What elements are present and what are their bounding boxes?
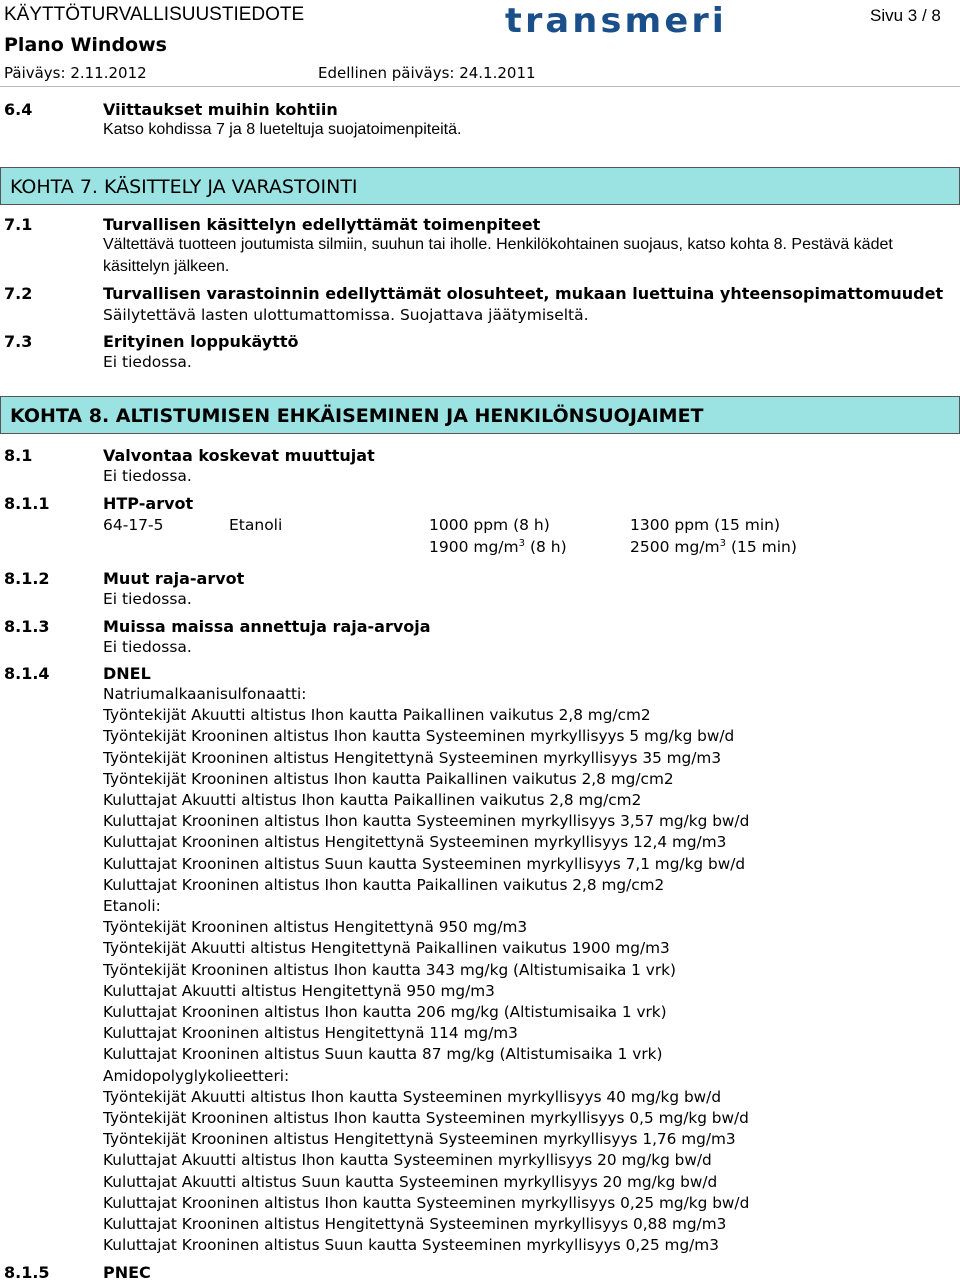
subsection-text-8-1-3: Ei tiedossa.	[103, 638, 192, 656]
dnel-line: Etanoli:	[103, 897, 161, 915]
section-number-7-3: 7.3	[4, 332, 33, 351]
section-number-8-1-1: 8.1.1	[4, 494, 50, 513]
dnel-line: Työntekijät Krooninen altistus Hengitettynä Systeeminen myrkyllisyys 1,76 mg/m3	[103, 1130, 736, 1149]
subsection-title-8-1-5: PNEC	[103, 1263, 151, 1282]
htp-substance: Etanoli	[229, 516, 283, 534]
htp-value-15min-mgm3: 2500 $mg/m^3$ (15 min)	[630, 538, 797, 556]
section-7-title: KOHTA 7. KÄSITTELY JA VARASTOINTI	[10, 176, 358, 198]
dnel-line: Työntekijät Krooninen altistus Ihon kautta Paikallinen vaikutus 2,8 mg/cm2	[103, 769, 674, 788]
subsection-title-7-1: Turvallisen käsittelyn edellyttämät toimenpiteet	[103, 215, 541, 234]
dnel-line: Kuluttajat Krooninen altistus Hengitettynä Systeeminen myrkyllisyys 0,88 mg/m3	[103, 1215, 727, 1233]
dnel-line: Työntekijät Krooninen altistus Ihon kautta 343 mg/kg (Altistumisaika 1 vrk)	[103, 960, 676, 979]
section-number-8-1-4: 8.1.4	[4, 664, 50, 683]
dnel-line: Kuluttajat Krooninen altistus Ihon kautta 206 mg/kg (Altistumisaika 1 vrk)	[103, 1003, 667, 1021]
dnel-line: Työntekijät Akuutti altistus Ihon kautta Systeeminen myrkyllisyys 40 mg/kg bw/d	[103, 1087, 722, 1106]
subsection-title-7-2: Turvallisen varastoinnin edellyttämät olosuhteet, mukaan luettuina yhteensopimattomuudet	[103, 284, 944, 303]
dnel-line: Työntekijät Krooninen altistus Ihon kautta Systeeminen myrkyllisyys 5 mg/kg bw/d	[103, 727, 735, 746]
section-number-7-2: 7.2	[4, 284, 33, 303]
htp-value-15min-ppm: 1300 ppm (15 min)	[630, 516, 781, 534]
section-number-8-1-3: 8.1.3	[4, 617, 50, 636]
previous-date: Edellinen päiväys: 24.1.2011	[318, 64, 536, 82]
dnel-line: Työntekijät Krooninen altistus Hengitettynä 950 mg/m3	[103, 918, 528, 937]
section-number-8-1-2: 8.1.2	[4, 569, 50, 588]
subsection-text-6-4: Katso kohdissa 7 ja 8 lueteltuja suojatoimenpiteitä.	[103, 121, 462, 138]
product-name: Plano Windows	[4, 34, 167, 56]
dnel-line: Kuluttajat Krooninen altistus Ihon kautta Paikallinen vaikutus 2,8 mg/cm2	[103, 875, 665, 894]
section-8-header	[0, 396, 960, 434]
dnel-line: Kuluttajat Krooninen altistus Ihon kautta Systeeminen myrkyllisyys 0,25 mg/kg bw/d	[103, 1193, 750, 1212]
subsection-title-8-1-2: Muut raja-arvot	[103, 569, 245, 588]
dnel-line: Kuluttajat Krooninen altistus Suun kautta 87 mg/kg (Altistumisaika 1 vrk)	[103, 1045, 663, 1064]
subsection-text-8-1: Ei tiedossa.	[103, 467, 192, 485]
dnel-line: Työntekijät Krooninen altistus Ihon kautta Systeeminen myrkyllisyys 0,5 mg/kg bw/d	[103, 1109, 749, 1127]
section-number-6-4: 6.4	[4, 100, 33, 119]
dnel-line: Amidopolyglykolieetteri:	[103, 1066, 290, 1085]
dnel-line: Kuluttajat Akuutti altistus Ihon kautta Paikallinen vaikutus 2,8 mg/cm2	[103, 791, 642, 809]
subsection-text-8-1-2: Ei tiedossa.	[103, 590, 192, 608]
dnel-line: Työntekijät Akuutti altistus Hengitettynä Paikallinen vaikutus 1900 mg/m3	[103, 939, 670, 958]
dnel-line: Kuluttajat Krooninen altistus Suun kautta Systeeminen myrkyllisyys 0,25 mg/m3	[103, 1236, 719, 1255]
dnel-line: Kuluttajat Akuutti altistus Ihon kautta Systeeminen myrkyllisyys 20 mg/kg bw/d	[103, 1151, 712, 1170]
subsection-text-7-2: Säilytettävä lasten ulottumattomissa. Suojattava jäätymiseltä.	[103, 306, 589, 324]
subsection-title-8-1-3: Muissa maissa annettuja raja-arvoja	[103, 617, 431, 636]
page-number: Sivu 3 / 8	[870, 6, 941, 25]
subsection-text-7-3: Ei tiedossa.	[103, 353, 192, 371]
dnel-line: Kuluttajat Krooninen altistus Suun kautta Systeeminen myrkyllisyys 7,1 mg/kg bw/d	[103, 854, 746, 873]
htp-value-8h-mgm3: 1900 $mg/m^3$ (8 h)	[429, 538, 567, 556]
dnel-line: Kuluttajat Krooninen altistus Hengitettynä 114 mg/m3	[103, 1024, 518, 1043]
dnel-line: Työntekijät Krooninen altistus Hengitettynä Systeeminen myrkyllisyys 35 mg/m3	[103, 748, 722, 767]
dnel-line: Kuluttajat Akuutti altistus Hengitettynä 950 mg/m3	[103, 981, 495, 1000]
subsection-text-7-1-line2: käsittelyn jälkeen.	[103, 258, 230, 275]
dnel-line: Kuluttajat Krooninen altistus Ihon kautta Systeeminen myrkyllisyys 3,57 mg/kg bw/d	[103, 812, 750, 831]
section-number-8-1-5: 8.1.5	[4, 1263, 50, 1282]
section-8-title: KOHTA 8. ALTISTUMISEN EHKÄISEMINEN JA HENKILÖNSUOJAIMET	[10, 405, 704, 427]
section-number-8-1: 8.1	[4, 446, 33, 465]
dnel-line: Kuluttajat Krooninen altistus Hengitettynä Systeeminen myrkyllisyys 12,4 mg/m3	[103, 833, 727, 852]
header-divider	[0, 86, 960, 87]
subsection-title-8-1: Valvontaa koskevat muuttujat	[103, 446, 375, 465]
htp-cas-number: 64-17-5	[103, 516, 164, 534]
subsection-title-7-3: Erityinen loppukäyttö	[103, 332, 299, 351]
dnel-line: Natriumalkaanisulfonaatti:	[103, 685, 307, 703]
transmeri-logo-graphic	[505, 2, 730, 36]
htp-value-8h-ppm: 1000 ppm (8 h)	[429, 516, 550, 534]
dnel-line: Työntekijät Akuutti altistus Ihon kautta Paikallinen vaikutus 2,8 mg/cm2	[103, 706, 651, 725]
issue-date: Päiväys: 2.11.2012	[4, 64, 147, 82]
svg-text:transmeri: transmeri	[505, 2, 727, 36]
section-7-header	[0, 167, 960, 205]
document-title: KÄYTTÖTURVALLISUUSTIEDOTE	[4, 4, 305, 25]
dnel-line: Kuluttajat Akuutti altistus Suun kautta Systeeminen myrkyllisyys 20 mg/kg bw/d	[103, 1172, 718, 1191]
section-number-7-1: 7.1	[4, 215, 33, 234]
subsection-title-6-4: Viittaukset muihin kohtiin	[103, 100, 338, 119]
transmeri-logo	[505, 2, 730, 40]
subsection-title-8-1-4: DNEL	[103, 664, 151, 683]
subsection-text-7-1-line1: Vältettävä tuotteen joutumista silmiin, suuhun tai iholle. Henkilökohtainen suojaus, katso kohta 8. Pestävä kädet	[103, 236, 893, 253]
subsection-title-8-1-1: HTP-arvot	[103, 494, 194, 513]
